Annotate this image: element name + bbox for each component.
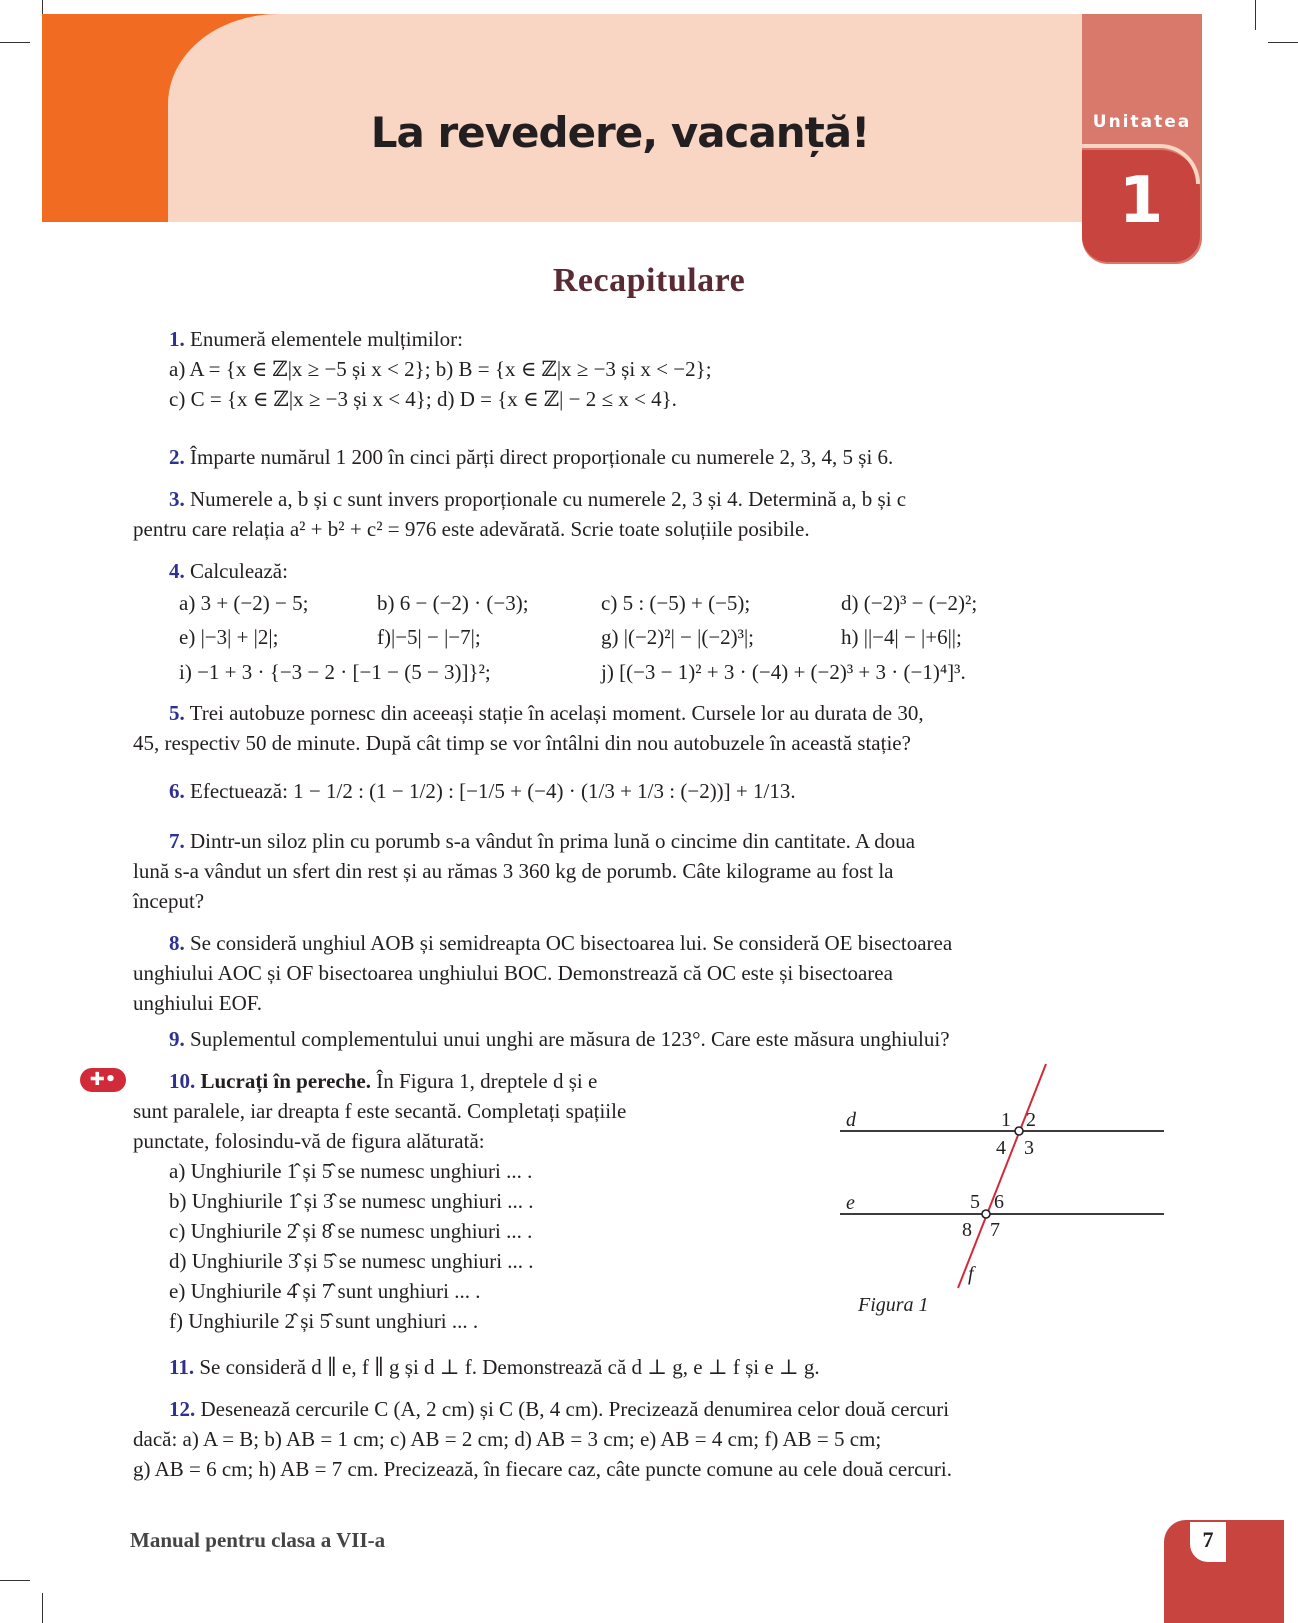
exercise-line [133,1352,1165,1382]
exercise-line [133,586,1165,620]
exercise-number: 12. [169,1397,196,1421]
angle-label-5: 5 [970,1191,980,1213]
item-e: e) |−3| + |2|; [179,625,279,649]
page-number: 7 [1190,1522,1226,1562]
exercise-line: a) A = {x ∈ ℤ|x ≥ −5 și x < 2}; b) B = {x ∈ ℤ|x ≥ −3 și x < −2}; [169,357,712,381]
exercise-line: unghiului EOF. [133,991,262,1015]
angle-label-8: 8 [962,1219,972,1241]
item-f: f) Unghiurile 2̂ și 5̂ sunt unghiuri ... . [169,1309,479,1333]
exercise-7 [133,826,1165,916]
exercise-text: În Figura 1, dreptele d și e [376,1069,598,1093]
gamepad-icon: ✚• [80,1068,126,1092]
figure-parallel-lines [836,1058,1176,1328]
exercise-number: 4. [169,559,185,583]
crop-mark [0,1580,30,1581]
exercise-line [133,654,1165,690]
exercise-number: 3. [169,487,185,511]
exercise-line: g) AB = 6 cm; h) AB = 7 cm. Precizează, în fiecare caz, câte puncte comune au cele două cercuri. [133,1457,952,1481]
item-e: e) Unghiurile 4̂ și 7̂ sunt unghiuri ... . [169,1279,481,1303]
exercise-line: 45, respectiv 50 de minute. După cât timp se vor întâlni din nou autobuzele în această stație? [133,731,911,755]
section-title: Recapitulare [552,262,746,299]
exercise-text: Efectuează: 1 − 1/2 : (1 − 1/2) : [−1/5 + (−4) · (1/3 + 1/3 : (−2))] + 1/13. [190,779,796,803]
exercise-line [133,442,1165,472]
exercise-8 [133,928,1165,1018]
exercise-line: sunt paralele, iar dreapta f este secantă. Completați spațiile [133,1099,627,1123]
crop-mark [1268,42,1298,43]
exercise-9 [133,1024,1165,1054]
item-d: d) Unghiurile 3̂ și 5̂ se numesc unghiuri ... . [169,1249,534,1273]
exercise-11 [133,1352,1165,1382]
exercise-text: Calculează: [190,559,288,583]
exercise-text: Dintr-un siloz plin cu porumb s-a vândut în prima lună o cincime din cantitate. A doua [190,829,916,853]
exercise-6 [133,776,1165,806]
angle-label-7: 7 [990,1219,1000,1241]
exercise-line [133,324,1165,354]
exercise-line [133,826,1165,856]
crop-mark [1255,0,1256,30]
item-a: a) 3 + (−2) − 5; [179,591,309,615]
exercise-number: 5. [169,701,185,725]
item-b: b) 6 − (−2) · (−3); [377,591,529,615]
label-e: e [846,1192,855,1214]
exercise-number: 6. [169,779,185,803]
exercise-line: început? [133,889,205,913]
unit-title: La revedere, vacanță! [370,108,870,157]
item-d: d) (−2)³ − (−2)²; [841,591,978,615]
exercise-line: c) C = {x ∈ ℤ|x ≥ −3 și x < 4}; d) D = {x ∈ ℤ| − 2 ≤ x < 4}. [169,387,677,411]
exercise-line [133,620,1165,654]
intersection-point [1015,1127,1023,1135]
figure-caption: Figura 1 [858,1294,929,1316]
exercise-12 [133,1394,1165,1484]
exercise-text: Se consideră d ∥ e, f ∥ g și d ⊥ f. Demonstrează că d ⊥ g, e ⊥ f și e ⊥ g. [199,1355,820,1379]
exercise-3 [133,484,1165,544]
exercise-line [133,928,1165,958]
exercise-bold-text: Lucrați în pereche. [200,1069,372,1093]
angle-label-4: 4 [996,1137,1006,1159]
exercise-text: Suplementul complementului unui unghi are măsura de 123°. Care este măsura unghiului? [190,1027,950,1051]
exercise-number: 11. [169,1355,195,1379]
item-j: j) [(−3 − 1)² + 3 · (−4) + (−2)³ + 3 · (−1)⁴]³. [601,660,966,684]
exercise-line [133,1066,813,1096]
exercise-text: Împarte numărul 1 200 în cinci părți direct proporționale cu numerele 2, 3, 4, 5 și 6. [190,445,894,469]
exercise-text: Se consideră unghiul AOB și semidreapta OC bisectoarea lui. Se consideră OE bisectoarea [190,931,953,955]
exercise-text: Trei autobuze pornesc din aceeași stație în același moment. Cursele lor au durata de 30, [189,701,924,725]
exercise-10 [133,1066,813,1336]
angle-label-6: 6 [994,1191,1004,1213]
exercise-line [133,556,1165,586]
footer-book-title: Manual pentru clasa a VII-a [130,1528,386,1552]
label-d: d [846,1109,856,1131]
item-c: c) 5 : (−5) + (−5); [601,591,751,615]
exercise-number: 7. [169,829,185,853]
exercise-number: 10. [169,1069,196,1093]
exercise-number: 1. [169,327,185,351]
exercise-line: pentru care relația a² + b² + c² = 976 este adevărată. Scrie toate soluțiile posibile. [133,517,810,541]
angle-label-2: 2 [1026,1109,1036,1131]
crop-mark [0,42,30,43]
line-f [958,1064,1046,1288]
unit-number: 1 [1118,164,1164,238]
item-b: b) Unghiurile 1̂ și 3̂ se numesc unghiuri ... . [169,1189,534,1213]
exercise-line [133,1394,1165,1424]
exercise-line: dacă: a) A = B; b) AB = 1 cm; c) AB = 2 cm; d) AB = 3 cm; e) AB = 4 cm; f) AB = 5 cm; [133,1427,882,1451]
angle-label-3: 3 [1024,1137,1034,1159]
item-g: g) |(−2)²| − |(−2)³|; [601,625,754,649]
angle-label-1: 1 [1001,1109,1011,1131]
exercise-line [133,1024,1165,1054]
crop-mark [42,1593,43,1623]
item-i: i) −1 + 3 · {−3 − 2 · [−1 − (5 − 3)]}²; [179,660,491,684]
exercise-line [133,776,1165,806]
exercise-number: 9. [169,1027,185,1051]
exercise-line [133,484,1165,514]
label-f: f [968,1263,974,1285]
exercise-2 [133,442,1165,472]
exercise-number: 2. [169,445,185,469]
exercise-text: Enumeră elementele mulțimilor: [190,327,463,351]
exercise-line [133,698,1165,728]
exercise-5 [133,698,1165,758]
exercise-line: lună s-a vândut un sfert din rest și au rămas 3 360 kg de porumb. Câte kilograme au fost la [133,859,894,883]
exercise-1 [133,324,1165,414]
item-h: h) ||−4| − |+6||; [841,625,962,649]
exercise-number: 8. [169,931,185,955]
intersection-point [982,1210,990,1218]
exercise-text: Numerele a, b și c sunt invers proporționale cu numerele 2, 3 și 4. Determină a, b și c [190,487,907,511]
exercise-line: unghiului AOC și OF bisectoarea unghiului BOC. Demonstrează că OC este și bisectoarea [133,961,893,985]
exercise-text: Desenează cercurile C (A, 2 cm) și C (B, 4 cm). Precizează denumirea celor două cercuri [200,1397,950,1421]
item-a: a) Unghiurile 1̂ și 5̂ se numesc unghiuri ... . [169,1159,533,1183]
exercise-line: punctate, folosindu-vă de figura alăturată: [133,1129,485,1153]
unit-label: Unitatea [1092,112,1192,132]
exercise-4 [133,556,1165,690]
item-f: f)|−5| − |−7|; [377,625,481,649]
item-c: c) Unghiurile 2̂ și 8̂ se numesc unghiuri ... . [169,1219,533,1243]
